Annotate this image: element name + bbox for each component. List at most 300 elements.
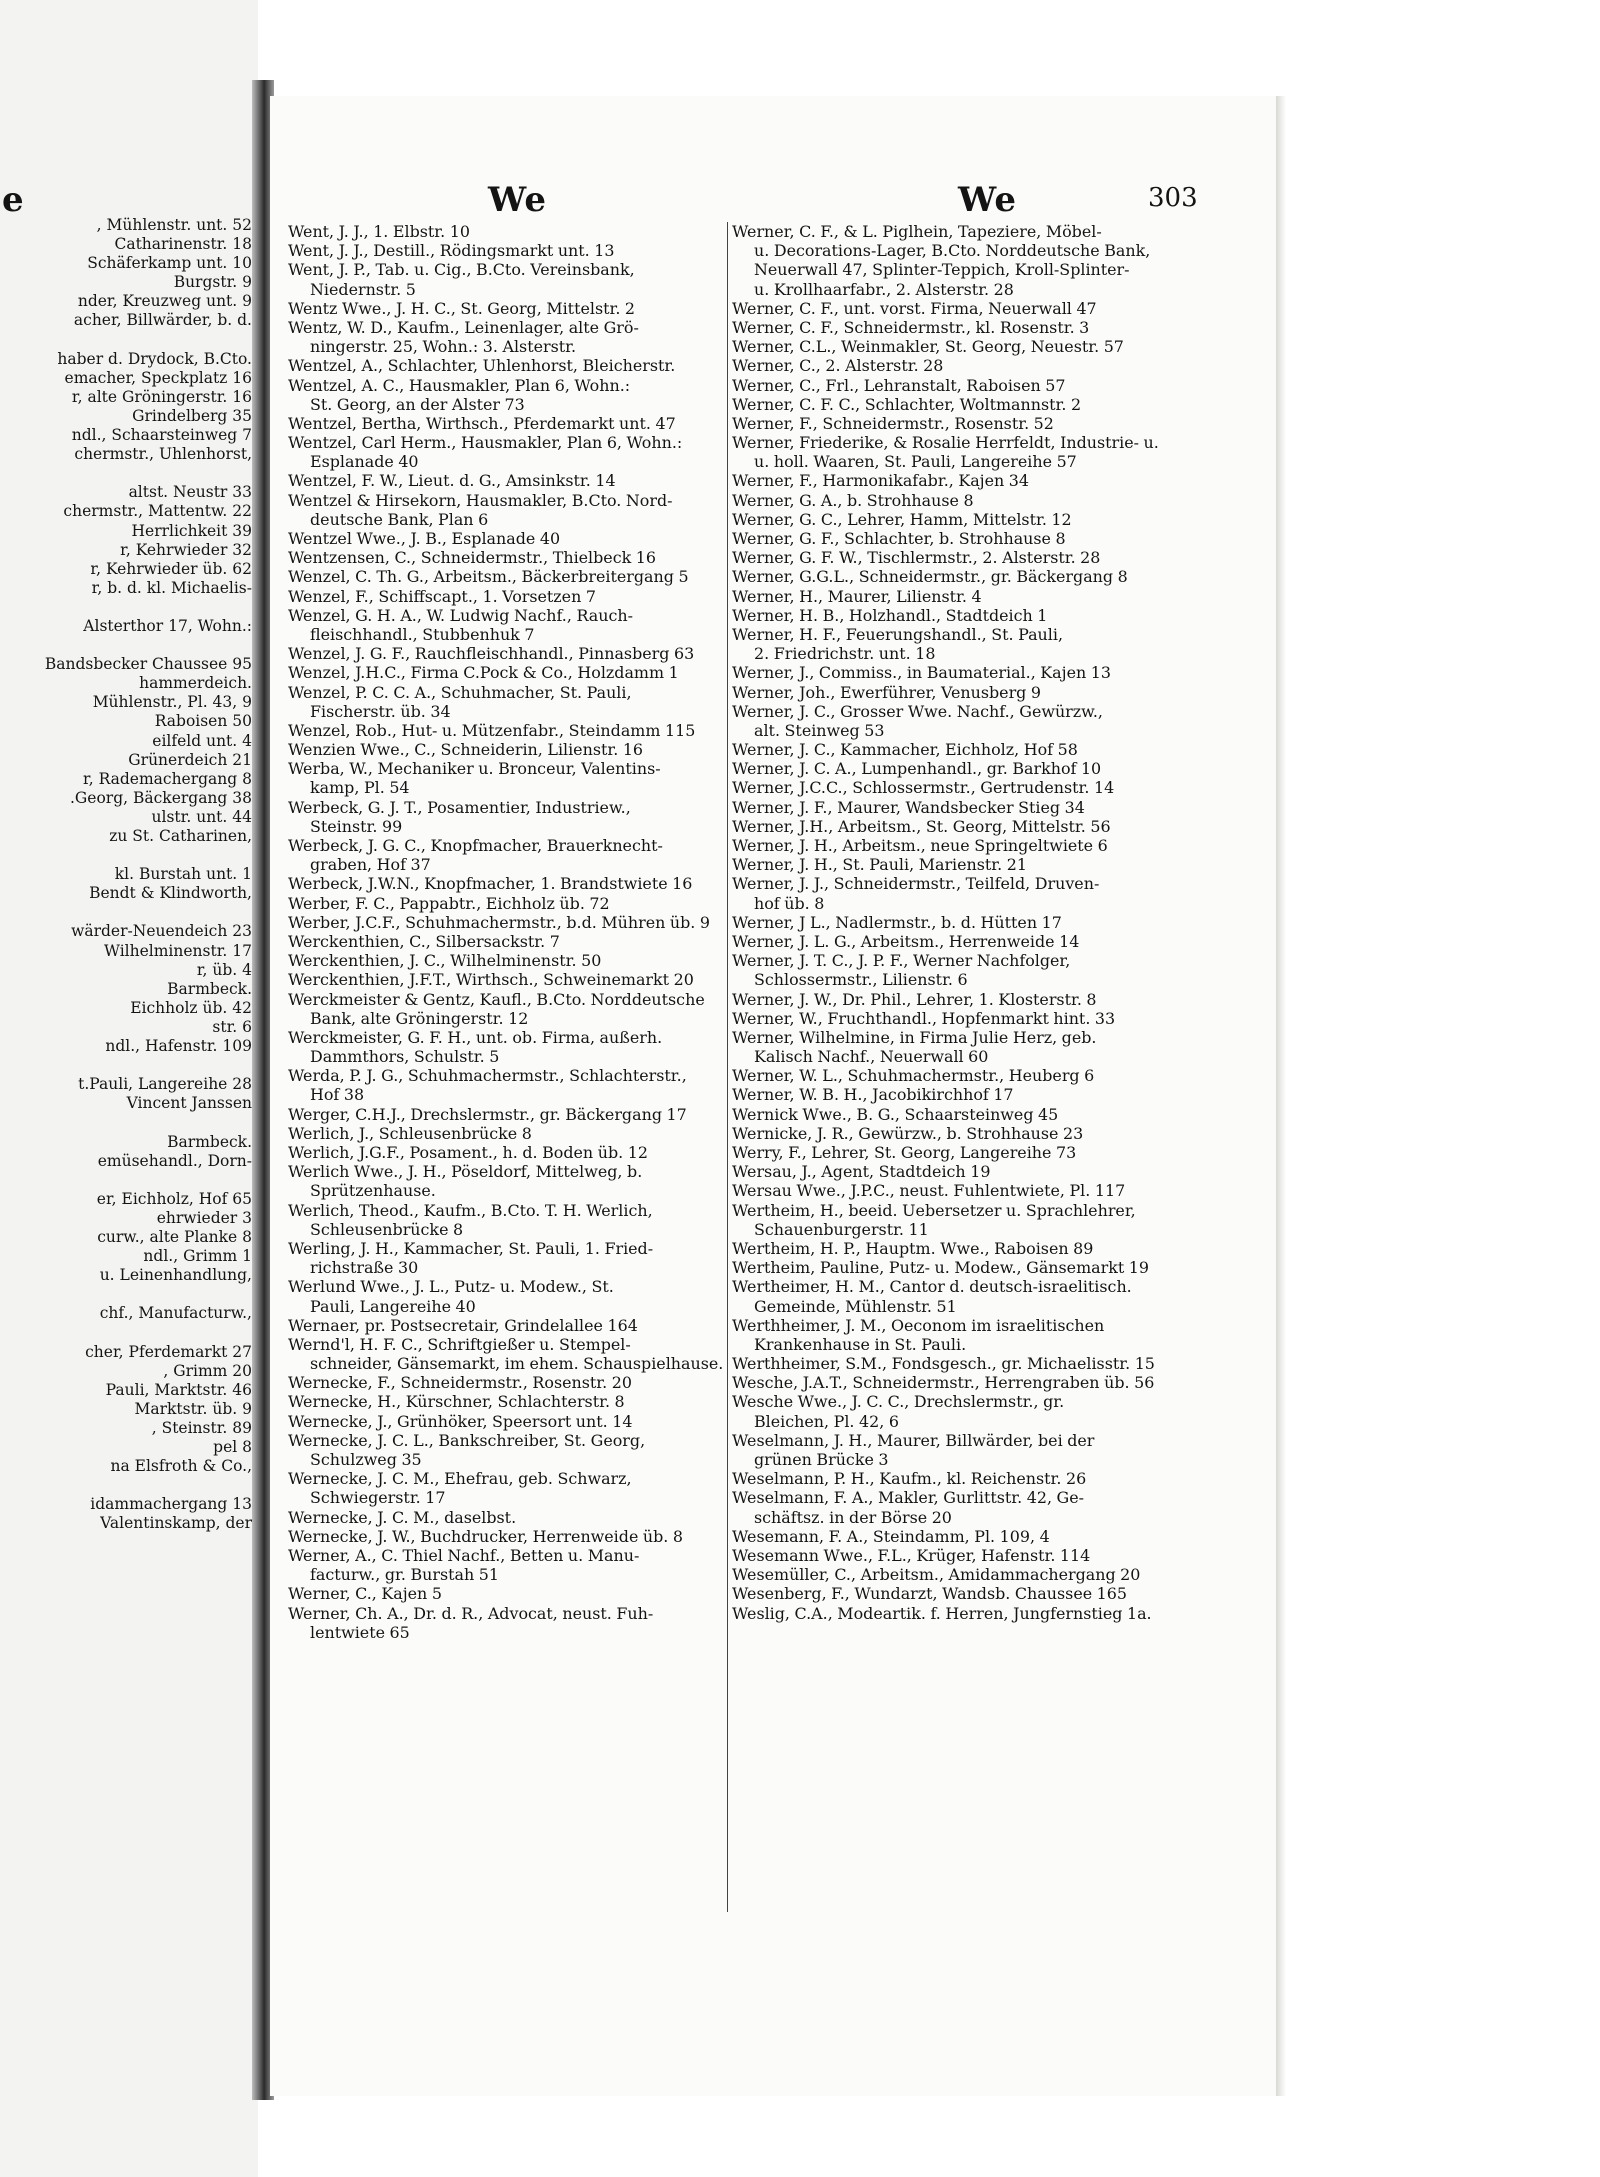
directory-entry: [288, 433, 730, 471]
entry-continuation: Schwiegerstr. 17: [310, 1488, 446, 1508]
directory-entry: [732, 529, 1176, 548]
directory-entry: [288, 567, 730, 586]
directory-entry: [732, 1085, 1176, 1104]
entry-text: Wenzien Wwe., C., Schneiderin, Lilienstr. 16: [288, 740, 644, 760]
entry-text: Werlich, J.G.F., Posament., h. d. Boden üb. 12: [288, 1143, 648, 1162]
entry-continuation: ningerstr. 25, Wohn.: 3. Alsterstr.: [310, 337, 577, 357]
entry-text: Werner, G. F. W., Tischlermstr., 2. Alsterstr. 28: [732, 548, 1101, 568]
entry-text: Wenzel, Rob., Hut- u. Mützenfabr., Steindamm 115: [288, 720, 696, 740]
left-page-line: Mühlenstr., Pl. 43, 9: [92, 693, 252, 712]
entry-text: Werner, C. F., unt. vorst. Firma, Neuerwall 47: [732, 298, 1097, 318]
entry-text: Werner, W. L., Schuhmachermstr., Heuberg 6: [732, 1066, 1095, 1086]
left-page-line: [0, 636, 258, 655]
left-page-line: nder, Kreuzweg unt. 9: [77, 292, 252, 311]
entry-continuation: Neuerwall 47, Splinter-Teppich, Kroll-Splinter-: [754, 260, 1130, 280]
directory-entry: [288, 1028, 730, 1066]
left-page-line: [0, 598, 258, 617]
entry-text: Werner, C. F., & L. Piglhein, Tapeziere, Möbel-: [732, 222, 1102, 241]
entry-text: Werner, J. H., St. Pauli, Marienstr. 21: [732, 855, 1027, 875]
entry-continuation: u. holl. Waaren, St. Pauli, Langereihe 57: [754, 452, 1077, 472]
directory-entry: [288, 1335, 730, 1373]
directory-entry: [288, 1373, 730, 1392]
directory-entry: [288, 1143, 730, 1162]
entry-text: Werbeck, J. G. C., Knopfmacher, Brauerknecht-: [288, 836, 663, 855]
directory-entry: [732, 1354, 1176, 1373]
directory-entry: [732, 491, 1176, 510]
entry-text: Wentzel, F. W., Lieut. d. G., Amsinkstr. 14: [288, 471, 616, 491]
directory-entry: [732, 1028, 1176, 1066]
left-page-line: [0, 1171, 258, 1190]
entry-continuation: Schulzweg 35: [310, 1450, 422, 1469]
directory-entry: [732, 222, 1176, 299]
left-page-line: Herrlichkeit 39: [131, 521, 252, 540]
entry-text: Werner, C., Frl., Lehranstalt, Raboisen 57: [732, 375, 1066, 395]
directory-entry: [288, 1392, 730, 1411]
left-page-line: r, Kehrwieder 32: [120, 540, 252, 559]
directory-entry: [732, 1162, 1176, 1181]
left-page-line: Raboisen 50: [154, 712, 252, 731]
entry-text: Weselmann, J. H., Maurer, Billwärder, bei der: [732, 1430, 1095, 1450]
left-page-line: wärder-Neuendeich 23: [71, 922, 252, 941]
entry-text: Werber, F. C., Pappabtr., Eichholz üb. 72: [288, 893, 610, 913]
entry-continuation: Kalisch Nachf., Neuerwall 60: [754, 1047, 989, 1067]
entry-text: Werner, A., C. Thiel Nachf., Betten u. Manu-: [288, 1545, 640, 1565]
directory-entry: [288, 836, 730, 874]
entry-text: Werling, J. H., Kammacher, St. Pauli, 1. Fried-: [288, 1238, 654, 1258]
entry-text: Werbeck, G. J. T., Posamentier, Industriew.,: [288, 797, 631, 817]
directory-entry: [288, 913, 730, 932]
left-page-line: cher, Pferdemarkt 27: [85, 1342, 252, 1361]
directory-entry: [732, 932, 1176, 951]
left-page-line: ehrwieder 3: [156, 1208, 252, 1227]
entry-continuation: Dammthors, Schulstr. 5: [310, 1047, 500, 1067]
entry-text: Werckenthien, J. C., Wilhelminenstr. 50: [288, 951, 602, 971]
entry-text: Wernick Wwe., B. G., Schaarsteinweg 45: [732, 1104, 1059, 1124]
entry-continuation: kamp, Pl. 54: [310, 778, 410, 798]
entry-text: Werner, J. H., Arbeitsm., neue Springeltwiete 6: [732, 836, 1108, 855]
directory-entry: [732, 759, 1176, 778]
directory-entry: [732, 376, 1176, 395]
directory-entry: [732, 606, 1176, 625]
entry-text: Werbeck, J.W.N., Knopfmacher, 1. Brandstwiete 16: [288, 874, 693, 894]
entry-text: Werner, J. F., Maurer, Wandsbecker Stieg 34: [732, 797, 1085, 817]
directory-entry: [732, 874, 1176, 912]
entry-text: Went, J. J., Destill., Rödingsmarkt unt. 13: [288, 241, 615, 261]
directory-entry: [288, 1105, 730, 1124]
entry-text: Wernecke, J. W., Buchdrucker, Herrenweide üb. 8: [288, 1526, 684, 1546]
left-page-line: Catharinenstr. 18: [114, 235, 252, 254]
entry-text: Werner, Ch. A., Dr. d. R., Advocat, neust. Fuh-: [288, 1603, 654, 1623]
directory-entry: [288, 740, 730, 759]
entry-text: Wesche, J.A.T., Schneidermstr., Herrengraben üb. 56: [732, 1373, 1155, 1393]
directory-entry: [732, 356, 1176, 375]
entry-continuation: Schlossermstr., Lilienstr. 6: [754, 970, 968, 990]
entry-text: Wentz Wwe., J. H. C., St. Georg, Mittelstr. 2: [288, 298, 636, 318]
entry-text: Went, J. P., Tab. u. Cig., B.Cto. Vereinsbank,: [288, 260, 635, 280]
entry-text: Werner, Wilhelmine, in Firma Julie Herz, geb.: [732, 1027, 1097, 1047]
entry-text: Wentzel, A., Schlachter, Uhlenhorst, Bleicherstr.: [288, 356, 676, 376]
directory-entry: [288, 1412, 730, 1431]
entry-continuation: Bleichen, Pl. 42, 6: [754, 1411, 899, 1431]
left-page-line: [0, 1113, 258, 1132]
entry-text: Werner, J. L. G., Arbeitsm., Herrenweide 14: [732, 931, 1080, 951]
entry-text: Wentzel, A. C., Hausmakler, Plan 6, Wohn.:: [288, 375, 631, 395]
directory-entry: [732, 1565, 1176, 1584]
entry-text: Werlund Wwe., J. L., Putz- u. Modew., St.: [288, 1277, 614, 1297]
entry-text: Werckenthien, J.F.T., Wirthsch., Schweinemarkt 20: [288, 970, 694, 990]
entry-continuation: Gemeinde, Mühlenstr. 51: [754, 1296, 957, 1316]
entry-text: Werckenthien, C., Silbersackstr. 7: [288, 931, 560, 951]
directory-entry: [732, 663, 1176, 682]
entry-text: Went, J. J., 1. Elbstr. 10: [288, 222, 470, 241]
entry-text: Wernecke, J. C. M., Ehefrau, geb. Schwarz,: [288, 1469, 632, 1489]
entry-continuation: Niedernstr. 5: [310, 279, 416, 299]
entry-continuation: alt. Steinweg 53: [754, 720, 885, 740]
entry-continuation: grünen Brücke 3: [754, 1450, 889, 1469]
directory-entry: [732, 318, 1176, 337]
entry-text: Werckmeister & Gentz, Kaufl., B.Cto. Norddeutsche: [288, 989, 705, 1009]
entry-text: Werner, J. C. A., Lumpenhandl., gr. Barkhof 10: [732, 759, 1102, 779]
directory-entry: [288, 932, 730, 951]
directory-entry: [288, 874, 730, 893]
left-page-line: Barmbeck.: [167, 979, 252, 998]
directory-entry: [732, 1604, 1176, 1623]
entry-text: Werner, G.G.L., Schneidermstr., gr. Bäckergang 8: [732, 567, 1128, 587]
column-divider: [727, 222, 728, 1912]
left-page-line: acher, Billwärder, b. d.: [73, 311, 252, 330]
directory-entry: [288, 990, 730, 1028]
directory-entry: [288, 1239, 730, 1277]
entry-text: Wentz, W. D., Kaufm., Leinenlager, alte Grö-: [288, 317, 639, 337]
entry-continuation: Sprützenhause.: [310, 1181, 436, 1201]
entry-text: Werner, J.H., Arbeitsm., St. Georg, Mittelstr. 56: [732, 816, 1111, 836]
entries-column-left: [288, 222, 730, 1642]
entry-text: Wersau, J., Agent, Stadtdeich 19: [732, 1162, 991, 1182]
left-page-line: ndl., Schaarsteinweg 7: [71, 426, 252, 445]
directory-entry: [288, 318, 730, 356]
entry-continuation: u. Decorations-Lager, B.Cto. Norddeutsche Bank,: [754, 241, 1151, 261]
left-page-line: [0, 846, 258, 865]
left-page-line: emacher, Speckplatz 16: [64, 368, 252, 387]
left-page-line: r, alte Gröningerstr. 16: [71, 387, 252, 406]
directory-entry: [288, 587, 730, 606]
entry-continuation: Hof 38: [310, 1085, 365, 1105]
entry-text: Werner, C. F. C., Schlachter, Woltmannstr. 2: [732, 394, 1082, 414]
left-page-line: ulstr. unt. 44: [151, 807, 252, 826]
left-page-line: [0, 1056, 258, 1075]
directory-entry: [288, 529, 730, 548]
entry-continuation: Esplanade 40: [310, 452, 419, 472]
directory-entry: [288, 1527, 730, 1546]
left-page-line: na Elsfroth & Co.,: [110, 1457, 252, 1476]
directory-entry: [288, 970, 730, 989]
entry-text: Wenzel, P. C. C. A., Schuhmacher, St. Pauli,: [288, 682, 632, 702]
directory-entry: [732, 1431, 1176, 1469]
left-page-line: Grünerdeich 21: [128, 750, 252, 769]
entry-text: Werner, G. A., b. Strohhause 8: [732, 490, 974, 510]
entry-text: Werner, C.L., Weinmakler, St. Georg, Neuestr. 57: [732, 337, 1124, 357]
entry-text: Werner, J., Commiss., in Baumaterial., Kajen 13: [732, 663, 1111, 683]
entry-text: Werner, F., Harmonikafabr., Kajen 34: [732, 471, 1030, 491]
directory-entry: [288, 1124, 730, 1143]
entry-text: Werthheimer, S.M., Fondsgesch., gr. Michaelisstr. 15: [732, 1354, 1155, 1374]
entry-text: Werner, C., Kajen 5: [288, 1584, 442, 1604]
directory-entry: [732, 990, 1176, 1009]
directory-entry: [732, 1009, 1176, 1028]
left-page-line: str. 6: [212, 1017, 252, 1036]
running-head-left: We: [488, 180, 548, 220]
entry-text: Wertheim, Pauline, Putz- u. Modew., Gänsemarkt 19: [732, 1258, 1150, 1278]
entry-text: Wesenberg, F., Wundarzt, Wandsb. Chaussee 165: [732, 1584, 1128, 1604]
left-page-line: ndl., Grimm 1: [143, 1247, 252, 1266]
directory-entry: [732, 395, 1176, 414]
entry-text: Wertheimer, H. M., Cantor d. deutsch-israelitisch.: [732, 1277, 1132, 1297]
entry-text: Werner, Joh., Ewerführer, Venusberg 9: [732, 682, 1042, 702]
left-page-line: [0, 1323, 258, 1342]
entry-text: Werba, W., Mechaniker u. Bronceur, Valentins-: [288, 759, 661, 779]
left-page-line: zu St. Catharinen,: [109, 827, 252, 845]
left-page-line: Schäferkamp unt. 10: [87, 254, 252, 273]
entries-column-right: [732, 222, 1176, 1623]
directory-entry: [288, 222, 730, 241]
directory-entry: [732, 1488, 1176, 1526]
directory-entry: [732, 567, 1176, 586]
directory-entry: [732, 433, 1176, 471]
entry-text: Werner, J.C.C., Schlossermstr., Gertrudenstr. 14: [732, 778, 1115, 798]
left-page-line: hammerdeich.: [139, 674, 252, 693]
entry-text: Werner, J. J., Schneidermstr., Teilfeld, Druven-: [732, 874, 1100, 894]
directory-entry: [288, 894, 730, 913]
directory-entry: [732, 510, 1176, 529]
directory-entry: [288, 1431, 730, 1469]
entry-text: Werckmeister, G. F. H., unt. ob. Firma, außerh.: [288, 1027, 663, 1047]
entry-text: Werner, W., Fruchthandl., Hopfenmarkt hint. 33: [732, 1008, 1116, 1028]
directory-entry: [732, 1373, 1176, 1392]
entry-text: Werner, J. C., Grosser Wwe. Nachf., Gewürzw.,: [732, 701, 1103, 721]
directory-entry: [732, 1316, 1176, 1354]
directory-entry: [732, 798, 1176, 817]
entry-text: Wenzel, J. G. F., Rauchfleischhandl., Pinnasberg 63: [288, 644, 695, 664]
left-page-line: , Mühlenstr. unt. 52: [96, 216, 252, 234]
entry-continuation: Schleusenbrücke 8: [310, 1219, 464, 1239]
entry-text: Wentzel, Carl Herm., Hausmakler, Plan 6, Wohn.:: [288, 433, 683, 453]
directory-entry: [288, 644, 730, 663]
left-page-line: r, b. d. kl. Michaelis-: [91, 578, 252, 597]
entry-text: Wentzel, Bertha, Wirthsch., Pferdemarkt unt. 47: [288, 413, 676, 433]
entry-text: Werner, J. C., Kammacher, Eichholz, Hof 58: [732, 740, 1078, 760]
left-page-line: Valentinskamp, der: [100, 1514, 252, 1533]
entry-text: Werber, J.C.F., Schuhmachermstr., b.d. Mühren üb. 9: [288, 912, 711, 932]
entry-text: Wenzel, G. H. A., W. Ludwig Nachf., Rauch-: [288, 605, 633, 625]
directory-entry: [732, 683, 1176, 702]
directory-entry: [288, 1546, 730, 1584]
directory-entry: [732, 299, 1176, 318]
entry-text: Wernd'l, H. F. C., Schriftgießer u. Stempel-: [288, 1334, 631, 1354]
entry-text: Wesemüller, C., Arbeitsm., Amidammachergang 20: [732, 1565, 1141, 1585]
left-page-line: .Georg, Bäckergang 38: [69, 788, 252, 807]
entry-continuation: hof üb. 8: [754, 893, 825, 913]
directory-entry: [288, 260, 730, 298]
entry-continuation: schäftsz. in der Börse 20: [754, 1507, 952, 1527]
left-page-line: altst. Neustr 33: [128, 483, 252, 502]
entry-continuation: St. Georg, an der Alster 73: [310, 394, 525, 414]
entry-text: Wesemann Wwe., F.L., Krüger, Hafenstr. 114: [732, 1545, 1091, 1565]
directory-entry: [288, 1162, 730, 1200]
left-page-line: Burgstr. 9: [173, 273, 252, 292]
left-page-line: Wilhelminenstr. 17: [104, 941, 252, 960]
directory-entry: [732, 471, 1176, 490]
entry-continuation: graben, Hof 37: [310, 855, 431, 875]
left-page-line: haber d. Drydock, B.Cto.: [57, 349, 252, 368]
directory-entry: [288, 683, 730, 721]
left-page-line: Eichholz üb. 42: [130, 998, 252, 1017]
left-page-line: Marktstr. üb. 9: [134, 1399, 252, 1418]
entry-continuation: Pauli, Langereihe 40: [310, 1296, 476, 1316]
entry-text: Werner, J L., Nadlermstr., b. d. Hütten 17: [732, 912, 1062, 932]
left-page-lines: [0, 216, 258, 1533]
entry-text: Werlich, J., Schleusenbrücke 8: [288, 1123, 532, 1143]
entry-text: Wernecke, F., Schneidermstr., Rosenstr. 20: [288, 1373, 632, 1393]
entry-text: Werner, H., Maurer, Lilienstr. 4: [732, 586, 982, 606]
entry-text: Wernecke, H., Kürschner, Schlachterstr. 8: [288, 1392, 625, 1412]
directory-entry: [732, 1143, 1176, 1162]
entry-text: Wertheim, H. P., Hauptm. Wwe., Raboisen 89: [732, 1238, 1094, 1258]
directory-entry: [732, 1277, 1176, 1315]
directory-entry: [732, 1105, 1176, 1124]
directory-entry: [732, 913, 1176, 932]
entry-text: Werner, C. F., Schneidermstr., kl. Rosenstr. 3: [732, 317, 1090, 337]
directory-entry: [732, 1392, 1176, 1430]
left-page-line: [0, 1476, 258, 1495]
directory-entry: [732, 1066, 1176, 1085]
entry-continuation: Steinstr. 99: [310, 816, 403, 836]
directory-entry: [288, 414, 730, 433]
directory-entry: [732, 1124, 1176, 1143]
left-page-line: [0, 464, 258, 483]
left-page-line: Alsterthor 17, Wohn.:: [83, 616, 252, 635]
left-page-line: , Grimm 20: [163, 1361, 252, 1380]
directory-entry: [288, 548, 730, 567]
directory-entry: [288, 1508, 730, 1527]
left-page-line: Barmbeck.: [167, 1132, 252, 1151]
entry-text: Weselmann, F. A., Makler, Gurlittstr. 42, Ge-: [732, 1488, 1085, 1508]
entry-text: Wentzel & Hirsekorn, Hausmakler, B.Cto. Nord-: [288, 490, 673, 510]
entry-text: Wernecke, J. C. M., daselbst.: [288, 1507, 517, 1527]
directory-entry: [732, 1527, 1176, 1546]
entry-text: Werger, C.H.J., Drechslermstr., gr. Bäckergang 17: [288, 1104, 687, 1124]
entry-text: Wernecke, J., Grünhöker, Speersort unt. 14: [288, 1411, 633, 1431]
entry-continuation: Krankenhause in St. Pauli.: [754, 1334, 967, 1354]
left-page-line: [0, 331, 258, 350]
page-number: 303: [1148, 183, 1198, 213]
directory-entry: [732, 817, 1176, 836]
left-page-line: r, üb. 4: [196, 960, 252, 979]
entry-text: Wernecke, J. C. L., Bankschreiber, St. Georg,: [288, 1430, 646, 1450]
directory-entry: [288, 356, 730, 375]
facing-left-page: [0, 0, 258, 2177]
entry-text: Werner, Friederike, & Rosalie Herrfeldt, Industrie- u.: [732, 433, 1159, 453]
directory-entry: [288, 1201, 730, 1239]
directory-entry: [288, 1604, 730, 1642]
directory-entry: [288, 1316, 730, 1335]
entry-text: Weslig, C.A., Modeartik. f. Herren, Jungfernstieg 1a.: [732, 1603, 1152, 1623]
entry-text: Wernicke, J. R., Gewürzw., b. Strohhause 23: [732, 1123, 1084, 1143]
left-page-line: [0, 1285, 258, 1304]
left-page-line: [0, 903, 258, 922]
left-page-line: u. Leinenhandlung,: [99, 1266, 252, 1285]
entry-continuation: deutsche Bank, Plan 6: [310, 509, 489, 529]
entry-text: Wenzel, J.H.C., Firma C.Pock & Co., Holzdamm 1: [288, 663, 679, 683]
directory-entry: [288, 299, 730, 318]
directory-entry: [288, 471, 730, 490]
entry-text: Weselmann, P. H., Kaufm., kl. Reichenstr. 26: [732, 1469, 1087, 1489]
directory-entry: [732, 548, 1176, 567]
left-page-line: chermstr., Mattentw. 22: [63, 502, 252, 521]
left-page-line: emüsehandl., Dorn-: [97, 1151, 252, 1170]
directory-entry: [288, 951, 730, 970]
directory-entry: [732, 587, 1176, 606]
left-page-line: Bendt & Klindworth,: [89, 884, 252, 903]
entry-text: Werner, G. C., Lehrer, Hamm, Mittelstr. 12: [732, 509, 1072, 529]
directory-entry: [732, 625, 1176, 663]
entry-text: Werner, J. W., Dr. Phil., Lehrer, 1. Klosterstr. 8: [732, 989, 1097, 1009]
left-page-header: e: [2, 180, 24, 220]
entry-continuation: lentwiete 65: [310, 1622, 410, 1642]
entry-text: Werner, H. B., Holzhandl., Stadtdeich 1: [732, 605, 1048, 625]
directory-entry: [732, 1239, 1176, 1258]
left-page-line: Pauli, Marktstr. 46: [105, 1380, 252, 1399]
left-page-line: Vincent Janssen: [126, 1094, 252, 1113]
directory-entry: [732, 1546, 1176, 1565]
entry-text: Werner, G. F., Schlachter, b. Strohhause 8: [732, 529, 1066, 548]
directory-entry: [288, 491, 730, 529]
entry-text: Werner, H. F., Feuerungshandl., St. Pauli,: [732, 624, 1064, 644]
left-page-line: curw., alte Planke 8: [97, 1227, 252, 1246]
entry-text: Werlich Wwe., J. H., Pöseldorf, Mittelweg, b.: [288, 1162, 643, 1182]
entry-continuation: Bank, alte Gröningerstr. 12: [310, 1008, 529, 1028]
entry-text: Werlich, Theod., Kaufm., B.Cto. T. H. Werlich,: [288, 1200, 653, 1220]
entry-continuation: fleischhandl., Stubbenhuk 7: [310, 624, 535, 644]
directory-entry: [732, 1469, 1176, 1488]
entry-text: Wernaer, pr. Postsecretair, Grindelallee 164: [288, 1315, 638, 1335]
entry-text: Wersau Wwe., J.P.C., neust. Fuhlentwiete, Pl. 117: [732, 1181, 1126, 1201]
entry-text: Wenzel, C. Th. G., Arbeitsm., Bäckerbreitergang 5: [288, 567, 689, 587]
left-page-line: r, Rademachergang 8: [83, 769, 252, 788]
directory-entry: [732, 1584, 1176, 1603]
left-page-line: idammachergang 13: [90, 1495, 252, 1514]
directory-entry: [732, 1181, 1176, 1200]
directory-entry: [288, 721, 730, 740]
entry-text: Wesemann, F. A., Steindamm, Pl. 109, 4: [732, 1526, 1050, 1546]
directory-entry: [288, 1066, 730, 1104]
page-edge-shadow: [1276, 96, 1286, 2096]
entry-text: Werner, W. B. H., Jacobikirchhof 17: [732, 1085, 1014, 1105]
directory-entry: [732, 951, 1176, 989]
entry-continuation: Schauenburgerstr. 11: [754, 1219, 929, 1239]
directory-entry: [288, 1584, 730, 1603]
left-page-line: r, Kehrwieder üb. 62: [90, 559, 252, 578]
directory-entry: [732, 1201, 1176, 1239]
entry-text: Werda, P. J. G., Schuhmachermstr., Schlachterstr.,: [288, 1066, 687, 1086]
left-page-line: , Steinstr. 89: [151, 1418, 252, 1437]
directory-entry: [732, 1258, 1176, 1277]
directory-entry: [288, 1277, 730, 1315]
left-page-line: Grindelberg 35: [132, 406, 252, 425]
entry-text: Wentzensen, C., Schneidermstr., Thielbeck 16: [288, 548, 657, 568]
directory-entry: [288, 1469, 730, 1507]
entry-continuation: richstraße 30: [310, 1258, 419, 1278]
left-page-line: eilfeld unt. 4: [152, 731, 252, 750]
